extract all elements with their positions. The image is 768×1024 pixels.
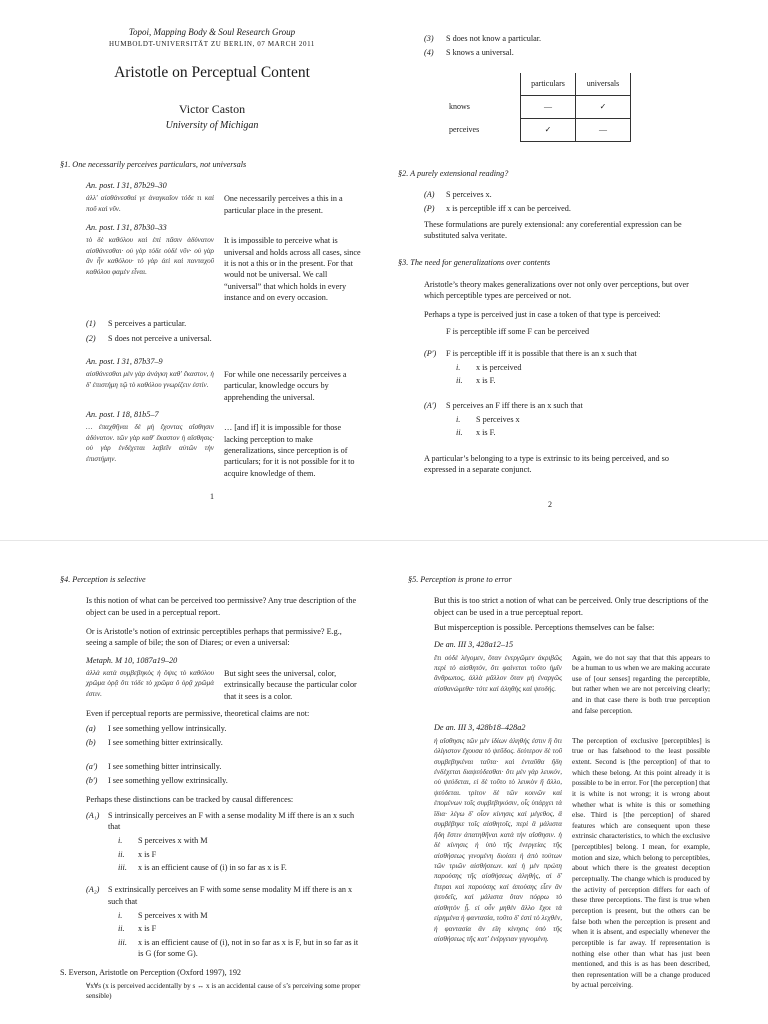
quote-pair xyxy=(86,235,362,303)
quote-pair xyxy=(86,422,362,479)
roman-numeral: iii. xyxy=(118,862,127,872)
citation-ref: An. post. I 31, 87b29–30 xyxy=(86,181,167,191)
sub-clause-text: S perceives x with M xyxy=(138,910,208,920)
page-separator xyxy=(0,540,768,541)
numbered-claim xyxy=(424,189,700,200)
quote-pair xyxy=(86,369,362,403)
table-row xyxy=(448,95,631,118)
claim-number: (2) xyxy=(86,333,96,343)
sub-clause xyxy=(456,375,700,386)
translation-text: For while one necessarily perceives a particular, knowledge occurs by apprehending the universal. xyxy=(224,370,347,402)
table-cell: — xyxy=(521,95,576,118)
roman-numeral: ii. xyxy=(456,376,463,386)
row-label: knows xyxy=(449,102,470,112)
greek-text: ἀλλ' αἰσθάνεσθαί γε ἀναγκαῖον τόδε τι καὶ ποῦ καὶ νῦν. xyxy=(86,194,214,213)
claim-number: (b) xyxy=(86,738,96,748)
paragraph: But misperception is possible. Perceptions themselves can be false: xyxy=(434,622,655,632)
translation-text: One necessarily perceives a this in a particular place in the present. xyxy=(224,194,343,215)
claim-text: S perceives a particular. xyxy=(108,319,187,329)
claim-number: (a′) xyxy=(86,761,98,771)
claim-text: S perceives x. xyxy=(446,189,492,199)
roman-numeral: ii. xyxy=(118,849,125,859)
citation-ref: An. post. I 31, 87b30–33 xyxy=(86,223,167,233)
claim-text: S intrinsically perceives an F with a sense modality M iff there is an x such that xyxy=(108,810,355,831)
table-cell: ✓ xyxy=(576,95,631,118)
sub-clause-text: S perceives x with M xyxy=(138,836,208,846)
claim-number: (A₁) xyxy=(86,810,100,820)
translation-text: Again, we do not say that that this appears to be a human to us when we are making accurate use of [our senses] regarding the perceptible, but rather when we are not perceiving clearly; and in that case there is both true perception and false perception. xyxy=(572,652,710,715)
sub-clause-text: x is F xyxy=(138,924,157,934)
translation-text: … [and if] it is impossible for those lacking perception to make generalizations, since perception is of particulars; for it is not possible for it to acquire knowledge of them. xyxy=(224,423,355,478)
claim-text: S extrinsically perceives an F with some sense modality M iff there is an x such that xyxy=(108,885,353,906)
sub-clause-text: x is an efficient cause of (i), not in so far as x is F, but in so far as it is G (for some G). xyxy=(138,937,359,958)
greek-text: αἰσθάνεσθαι μὲν γὰρ ἀνάγκη καθ' ἕκαστον, ἡ δ' ἐπιστήμη τῷ τὸ καθόλου γνωρίζειν ἐστίν. xyxy=(86,370,214,389)
paragraph: Perhaps these distinctions can be tracked by causal differences: xyxy=(86,795,294,805)
roman-numeral: i. xyxy=(118,836,123,846)
claim-number: (P) xyxy=(424,204,435,214)
page-number: 2 xyxy=(548,500,552,510)
claim-text: I see something yellow intrinsically. xyxy=(108,724,227,734)
paragraph: Perhaps a type is perceived just in case a token of that type is perceived: xyxy=(424,310,661,320)
claim-number: (3) xyxy=(424,34,434,43)
section-heading: §3. The need for generalizations over contents xyxy=(398,258,551,268)
paragraph: These formulations are purely extensional: any coreferential expression can be substituted salva veritate. xyxy=(424,219,682,240)
row-label: perceives xyxy=(449,125,480,135)
citation-ref: An. post. I 18, 81b5–7 xyxy=(86,410,159,420)
paragraph: Aristotle’s theory makes generalizations over not only over perceptions, but over which perceptible types are perceived or not. xyxy=(424,279,689,300)
claim-number: (A₂) xyxy=(86,885,100,895)
university-line: HUMBOLDT-UNIVERSITÄT ZU BERLIN, 07 MARCH 2011 xyxy=(108,40,316,49)
quote-pair xyxy=(86,193,362,216)
page-1 xyxy=(62,18,362,502)
page-3 xyxy=(62,574,362,1006)
claim-number: (P′) xyxy=(424,348,437,358)
greek-text: ἔτι οὐδὲ λέγομεν, ὅταν ἐνεργῶμεν ἀκριβῶς περὶ τὸ αἰσθητόν, ὅτι φαίνεται τοῦτο ἡμῖν ἄνθρωπος, ἀλλὰ μᾶλλον ὅταν μὴ ἐναργῶς αἰσθανώμεθα· τότε καὶ ἀληθὴς καὶ ψευδής. xyxy=(434,653,562,693)
numbered-claim xyxy=(86,333,362,344)
numbered-claim xyxy=(86,318,362,329)
citation-ref: De an. III 3, 428b18–428a2 xyxy=(434,723,526,733)
paragraph: Even if perceptual reports are permissive, theoretical claims are not: xyxy=(86,708,310,718)
sub-clause xyxy=(456,427,700,438)
claim-number: (A′) xyxy=(424,400,437,410)
table-cell: ✓ xyxy=(521,118,576,141)
section-heading: §1. One necessarily perceives particulars, not universals xyxy=(60,159,247,169)
sub-clause-text: x is F. xyxy=(476,376,496,386)
table-cell: — xyxy=(576,118,631,141)
numbered-claim xyxy=(86,761,362,772)
quote-pair xyxy=(434,653,710,717)
sub-clause-text: x is perceived xyxy=(476,363,522,373)
table-row xyxy=(448,118,631,141)
greek-text: ἡ αἴσθησις τῶν μὲν ἰδίων ἀληθής ἐστιν ἢ ὅτι ὀλίγιστον ἔχουσα τὸ ψεῦδος. δεύτερον δὲ τοῦ συμβεβηκέναι ταῦτα· καὶ ἐνταῦθα ἤδη ἐνδέχεται διαψεύδεσθαι· ὅτι μὲν γὰρ λευκόν, οὐ ψεύδεται, εἰ δὲ τοῦτο τὸ λευκὸν ἢ ἄλλο, ψεύδεται. τρίτον δὲ τῶν κοινῶν καὶ ἑπομένων τοῖς συμβεβηκόσιν, οἷς ὑπάρχει τὰ ἴδια· λέγω δ' οἷον κίνησις καὶ μέγεθος, ἃ συμβέβηκε τοῖς αἰσθητοῖς, περὶ ἃ μάλιστα ἤδη ἔστιν ἀπατηθῆναι κατὰ τὴν αἴσθησιν. ἡ δὲ κίνησις ἡ ὑπὸ τῆς ἐνεργείας τῆς αἰσθήσεως γινομένη διοίσει ἡ ἀπὸ τούτων τῶν τριῶν αἰσθήσεων. καὶ ἡ μὲν πρώτη παρούσης τῆς αἰσθήσεως ἀληθής, αἱ δ' ἕτεραι καὶ παρούσης καὶ ἀπούσης εἶεν ἂν ψευδεῖς, καὶ μάλιστα ὅταν πόρρω τὸ αἰσθητὸν ᾖ. εἰ οὖν μηθὲν ἄλλο ἔχοι τὰ εἰρημένα ἡ φαντασία, τοῦτο δ' ἐστὶ τὸ λεχθέν, ἡ φαντασία ἂν εἴη κίνησις ὑπὸ τῆς αἰσθήσεως τῆς κατ' ἐνέργειαν γιγνομένη. xyxy=(434,736,562,944)
claim-number: (4) xyxy=(424,48,434,58)
sub-clause-text: x is an efficient cause of (i) in so far as x is F. xyxy=(138,862,287,872)
claim-text: I see something bitter extrinsically. xyxy=(108,738,223,748)
section-heading: §5. Perception is prone to error xyxy=(408,575,512,584)
quote-pair xyxy=(86,668,362,702)
sub-clause xyxy=(118,937,362,960)
claim-text: S does not perceive a universal. xyxy=(108,333,212,343)
sub-clause-text: S perceives x xyxy=(476,415,520,424)
sub-clause xyxy=(118,849,362,860)
claim-text: I see something yellow extrinsically. xyxy=(108,776,228,786)
claim-text: x is perceptible iff x can be perceived. xyxy=(446,204,571,214)
numbered-claim xyxy=(86,737,362,748)
conference-title: Topoi, Mapping Body & Soul Research Group xyxy=(128,27,296,37)
numbered-claim xyxy=(424,400,700,411)
citation-ref: De an. III 3, 428a12–15 xyxy=(434,640,514,650)
claim-text: F is perceptible iff it is possible that there is an x such that xyxy=(446,348,637,358)
section-heading: §2. A purely extensional reading? xyxy=(398,168,509,178)
centered-formula: F is perceptible iff some F can be perceived xyxy=(446,327,590,337)
sub-clause xyxy=(118,862,362,873)
greek-text: τὸ δὲ καθόλου καὶ ἐπὶ πᾶσιν ἀδύνατον αἰσθάνεσθαι· οὐ γὰρ τόδε οὐδὲ νῦν· οὐ γὰρ ἂν ἦν καθόλου· τὸ γὰρ ἀεὶ καὶ πανταχοῦ καθόλου φαμὲν εἶναι. xyxy=(86,236,214,276)
paragraph: A particular’s belonging to a type is extrinsic to its being perceived, and so expressed in a separate conjunct. xyxy=(424,453,669,474)
numbered-claim xyxy=(424,348,700,359)
numbered-claim xyxy=(424,47,700,58)
claim-text: S does not know a particular. xyxy=(446,34,542,43)
sub-clause xyxy=(118,835,362,846)
sub-clause xyxy=(456,414,700,425)
column-header: particulars xyxy=(521,73,576,96)
sub-clause xyxy=(456,362,700,373)
numbered-claim xyxy=(86,723,362,734)
numbered-claim xyxy=(424,203,700,214)
translation-text: It is impossible to perceive what is universal and holds across all cases, since it is not a this or in the present. For that would not be universal. We call “universal” that which holds in every instance and on every occasion. xyxy=(224,236,361,302)
greek-text: ἀλλὰ κατὰ συμβεβηκὸς ἡ ὄψις τὸ καθόλου χρῶμα ὁρᾷ ὅτι τόδε τὸ χρῶμα ὃ ὁρᾷ χρῶμά ἐστιν. xyxy=(86,668,214,698)
column-header: universals xyxy=(576,73,631,96)
roman-numeral: i. xyxy=(118,910,123,920)
page-2 xyxy=(400,30,700,510)
claim-number: (1) xyxy=(86,319,96,329)
numbered-claim xyxy=(424,33,700,44)
roman-numeral: i. xyxy=(456,363,461,373)
author-affiliation: University of Michigan xyxy=(165,119,259,131)
citation-ref: Metaph. M 10, 1087a19–20 xyxy=(86,655,178,665)
citation-ref: An. post. I 31, 87b37–9 xyxy=(86,356,163,366)
bibliographic-citation: S. Everson, Aristotle on Perception (Oxford 1997), 192 xyxy=(60,968,242,978)
numbered-claim xyxy=(86,884,362,907)
page-4 xyxy=(410,574,710,997)
table-corner xyxy=(448,73,521,96)
paragraph: Or is Aristotle’s notion of extrinsic perceptibles perhaps that permissive? E.g., seeing a sample of bile; the son of Diares; or even a universal: xyxy=(86,626,342,648)
claim-number: (b′) xyxy=(86,776,98,786)
section-heading: §4. Perception is selective xyxy=(60,575,146,584)
paragraph: But this is too strict a notion of what can be perceived. Only true descriptions of the object can be used in a true perceptual report. xyxy=(434,596,709,617)
author-name: Victor Caston xyxy=(178,102,246,117)
numbered-claim xyxy=(86,810,362,833)
claim-number: (A) xyxy=(424,189,435,199)
roman-numeral: i. xyxy=(456,415,461,424)
claim-text: I see something bitter intrinsically. xyxy=(108,761,222,771)
roman-numeral: ii. xyxy=(118,924,125,934)
roman-numeral: ii. xyxy=(456,428,463,438)
greek-text: … ἐπαχθῆναι δὲ μὴ ἔχοντας αἴσθησιν ἀδύνατον. τῶν γὰρ καθ' ἕκαστον ἡ αἴσθησις· οὐ γὰρ ἐνδέχεται λαβεῖν αὐτῶν τὴν ἐπιστήμην. xyxy=(86,423,214,463)
roman-numeral: iii. xyxy=(118,937,127,947)
formula: ∀x∀s (x is perceived accidentally by s ↔ x is an accidental cause of s’s perceiving some proper sensible) xyxy=(86,982,361,1001)
paper-title: Aristotle on Perceptual Content xyxy=(114,64,310,82)
sub-clause-text: x is F xyxy=(138,849,157,859)
numbered-claim xyxy=(86,775,362,786)
knowledge-perception-table xyxy=(448,73,631,142)
sub-clause-text: x is F. xyxy=(476,428,496,438)
sub-clause xyxy=(118,910,362,921)
translation-text: But sight sees the universal, color, extrinsically because the particular color that it sees is a color. xyxy=(224,668,357,701)
quote-pair xyxy=(434,736,710,991)
claim-text: S perceives an F iff there is an x such that xyxy=(446,400,583,410)
paragraph: Is this notion of what can be perceived too permissive? Any true description of the object can be used in a perceptual report. xyxy=(86,596,357,617)
translation-text: The perception of exclusive [perceptibles] is true or has falsehood to the least possible extent. Second is [the perception] of that to which these belong. At this point already it is possible to be in error. For [the perception] that it is white is not wrong; it is wrong about whether what is white is this or something else. Third is [the perception] of shared features which are consequent upon these extrinsic characteristics, to which the exclusive [perceptibles] belong. I mean, for example, motion and size, which belong to perceptibles, about which there is the greatest deception perceptually. The change which is produced by the activity of perception differs for each of these three perceptions. The first is true when perception is present, but the others can be false both when the perception is present and when it is absent, and especially whenever the perceptible is far away. If representation is nothing else other than what has just been mentioned, and this is as has been described, then representation will be a change produced by actual perceiving. xyxy=(572,735,710,990)
claim-number: (a) xyxy=(86,724,96,734)
page-number: 1 xyxy=(210,491,214,501)
sub-clause xyxy=(118,923,362,934)
claim-text: S knows a universal. xyxy=(446,48,514,58)
